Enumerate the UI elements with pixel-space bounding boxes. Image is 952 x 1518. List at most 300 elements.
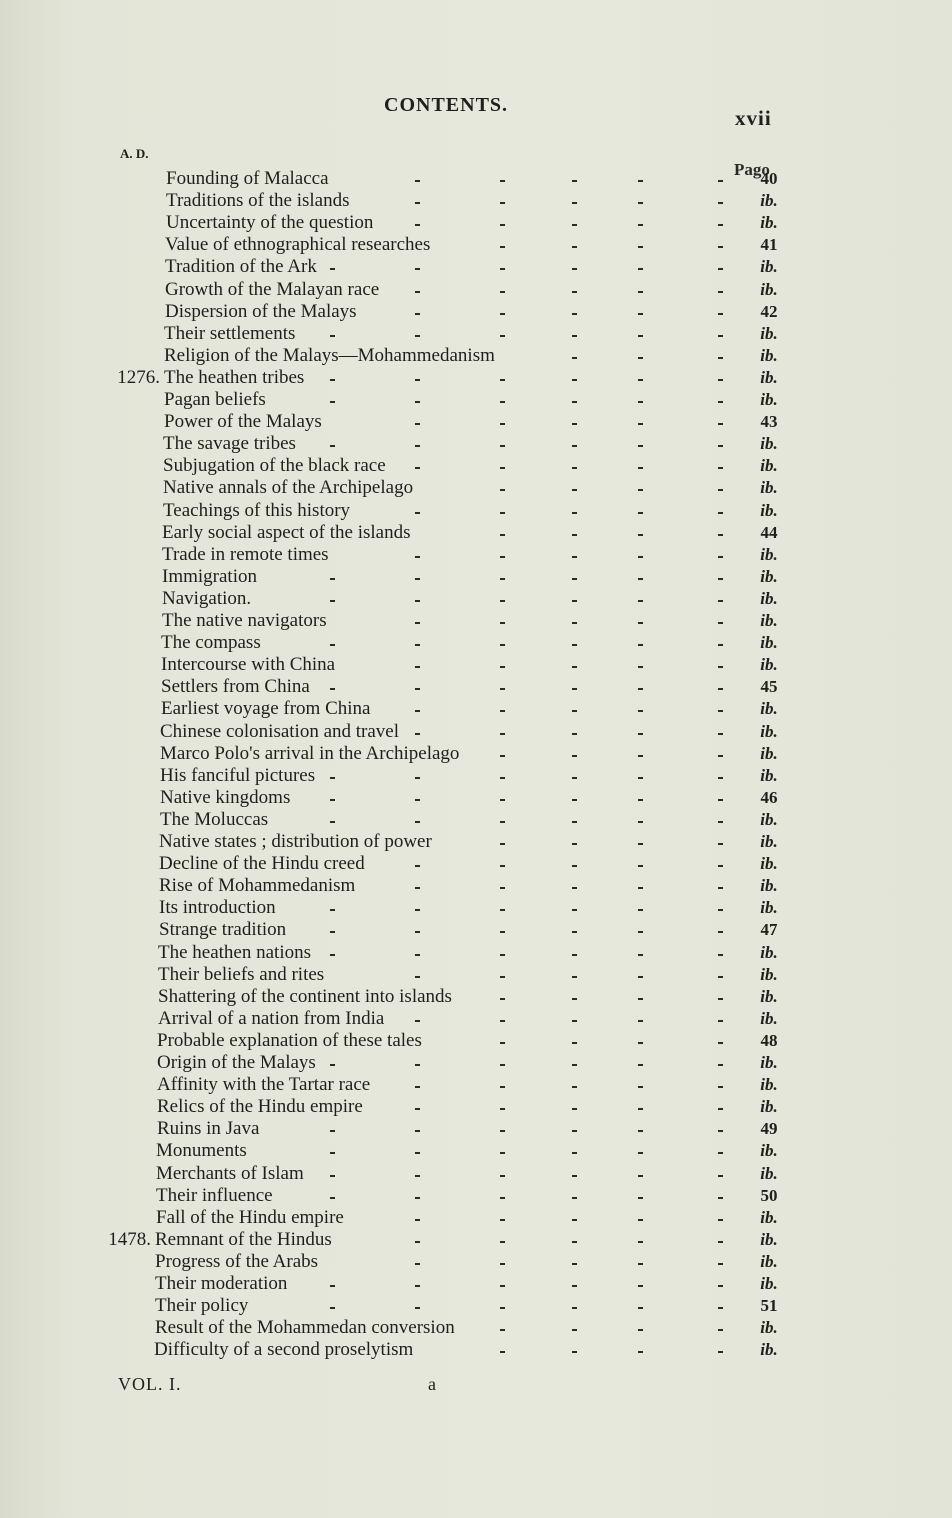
leader-dash [500,445,505,447]
toc-entry [0,919,952,941]
entry-page: ib. [760,323,778,343]
leader-dash [718,423,723,425]
entry-page: ib. [760,500,778,520]
leader-dash [572,887,577,889]
leader-dash [500,313,505,315]
toc-entry [0,367,952,389]
leader-dash [500,556,505,558]
leader-dash [500,1020,505,1022]
leader-dash [718,1130,723,1132]
leader-dash [638,1263,643,1265]
entry-title: Intercourse with China [161,654,336,676]
leader-dash [572,1152,577,1154]
leader-dash [415,1108,420,1110]
toc-entry [0,853,952,875]
toc-entry [0,1295,952,1317]
leader-dash [500,246,505,248]
entry-page: ib. [760,191,778,211]
leader-dash [572,998,577,1000]
leader-dash [718,755,723,757]
leader-dash [415,1241,420,1243]
leader-dash [500,865,505,867]
entry-title: Teachings of this history [163,499,351,521]
toc-entry [0,566,952,588]
leader-dash [638,534,643,536]
leader-dash [415,976,420,978]
leader-dash [638,467,643,469]
leader-dash [572,489,577,491]
leader-dash [500,1351,505,1353]
leader-dash [500,600,505,602]
toc-entry [0,345,952,367]
leader-dash [572,1285,577,1287]
entry-title: Earliest voyage from China [161,698,371,720]
leader-dash [638,710,643,712]
leader-dash [572,1020,577,1022]
entry-title: Their beliefs and rites [158,963,325,985]
leader-dash [718,202,723,204]
leader-dash [718,688,723,690]
leader-dash [572,335,577,337]
leader-dash [718,1307,723,1309]
toc-entry [0,389,952,411]
leader-dash [718,489,723,491]
entry-title: Founding of Malacca [166,168,329,189]
leader-dash [718,1329,723,1331]
entry-page: ib. [760,566,778,586]
leader-dash [572,1064,577,1066]
leader-dash [330,600,335,602]
leader-dash [718,534,723,536]
toc-entry [0,1118,952,1140]
leader-dash [415,291,420,293]
entry-title: Decline of the Hindu creed [159,853,365,875]
leader-dash [718,1108,723,1110]
leader-dash [638,1020,643,1022]
leader-dash [415,666,420,668]
leader-dash [330,1197,335,1199]
entry-page: ib. [760,367,778,387]
leader-dash [330,688,335,690]
leader-dash [638,335,643,337]
entry-page: ib. [760,1163,778,1183]
leader-dash [718,1064,723,1066]
leader-dash [415,467,420,469]
leader-dash [500,1152,505,1154]
leader-dash [330,799,335,801]
leader-dash [415,180,420,182]
leader-dash [638,291,643,293]
leader-dash [572,291,577,293]
leader-dash [415,1152,420,1154]
entry-page: 50 [760,1185,778,1205]
entry-title: Result of the Mohammedan conversion [155,1317,455,1339]
leader-dash [500,843,505,845]
entry-page: ib. [760,1141,778,1161]
leader-dash [718,600,723,602]
leader-dash [572,1241,577,1243]
toc-entry [0,212,952,234]
toc-entry [0,1207,952,1229]
leader-dash [330,1307,335,1309]
leader-dash [572,313,577,315]
entry-title: Remnant of the Hindus [155,1228,332,1250]
leader-dash [572,644,577,646]
leader-dash [718,931,723,933]
leader-dash [638,843,643,845]
leader-dash [415,1219,420,1221]
leader-dash [638,887,643,889]
leader-dash [572,1219,577,1221]
leader-dash [638,688,643,690]
leader-dash [572,755,577,757]
leader-dash [718,445,723,447]
entry-page: 40 [760,169,778,188]
leader-dash [638,489,643,491]
leader-dash [718,180,723,182]
leader-dash [718,1175,723,1177]
toc-entry [0,433,952,455]
entry-page: ib. [760,832,778,851]
leader-dash [638,1241,643,1243]
leader-dash [572,268,577,270]
entry-title: Their influence [156,1184,273,1206]
entry-title: Growth of the Malayan race [165,278,380,300]
page-number: xvii [735,106,772,130]
leader-dash [330,1175,335,1177]
leader-dash [330,931,335,933]
leader-dash [638,1064,643,1066]
leader-dash [415,931,420,933]
leader-dash [638,954,643,956]
leader-dash [415,423,420,425]
leader-dash [572,710,577,712]
entry-page: 45 [760,677,778,697]
leader-dash [718,710,723,712]
leader-dash [500,467,505,469]
toc-entry [0,1229,952,1251]
entry-page: ib. [760,1075,778,1095]
leader-dash [415,909,420,911]
leader-dash [330,777,335,779]
leader-dash [638,1108,643,1110]
entry-title: Chinese colonisation and travel [160,720,400,742]
leader-dash [572,865,577,867]
leader-dash [638,1086,643,1088]
leader-dash [330,335,335,337]
leader-dash [330,954,335,956]
leader-dash [718,224,723,226]
leader-dash [638,755,643,757]
entry-page: ib. [760,279,778,299]
entry-title: The heathen nations [158,941,312,963]
entry-page: ib. [760,213,778,233]
entry-title: Native annals of the Archipelago [163,477,414,499]
leader-dash [500,799,505,801]
toc-entry [0,942,952,964]
toc-entry [0,875,952,897]
entry-title: Their moderation [155,1273,288,1294]
leader-dash [718,512,723,514]
leader-dash [500,224,505,226]
page-column-label: Pago [734,160,770,179]
leader-dash [718,1020,723,1022]
entry-title: Shattering of the continent into islands [158,985,452,1007]
leader-dash [500,1241,505,1243]
toc-entry [0,831,952,853]
leader-dash [330,1152,335,1154]
toc-entry [0,610,952,632]
entry-page: ib. [760,1340,778,1360]
leader-dash [572,931,577,933]
entry-page: ib. [760,544,778,564]
leader-dash [415,1086,420,1088]
toc-entry [0,654,952,676]
entry-title: Marco Polo's arrival in the Archipelago [160,742,460,764]
leader-dash [572,556,577,558]
leader-dash [638,357,643,359]
leader-dash [638,379,643,381]
leader-dash [718,1263,723,1265]
leader-dash [572,246,577,248]
leader-dash [415,1064,420,1066]
toc-entry [0,1140,952,1162]
leader-dash [718,644,723,646]
leader-dash [718,777,723,779]
entry-page: ib. [760,1097,778,1117]
leader-dash [572,180,577,182]
toc-entry [0,964,952,986]
entry-title: Native kingdoms [160,786,291,808]
toc-entry [0,544,952,566]
leader-dash [415,1175,420,1177]
leader-dash [638,1307,643,1309]
leader-dash [500,954,505,956]
leader-dash [500,1108,505,1110]
leader-dash [500,733,505,735]
leader-dash [638,578,643,580]
leader-dash [415,688,420,690]
leader-dash [500,909,505,911]
leader-dash [572,423,577,425]
toc-entry [0,1185,952,1207]
leader-dash [415,600,420,602]
leader-dash [500,1197,505,1199]
entry-title: Dispersion of the Malays [165,300,357,322]
toc-entry [0,1074,952,1096]
toc-entry [0,168,952,190]
leader-dash [500,335,505,337]
leader-dash [415,1020,420,1022]
leader-dash [500,489,505,491]
toc-entry [0,301,952,323]
leader-dash [718,379,723,381]
leader-dash [572,777,577,779]
entry-title: Value of ethnographical researches [165,234,431,256]
leader-dash [572,224,577,226]
leader-dash [638,224,643,226]
leader-dash [415,401,420,403]
leader-dash [718,578,723,580]
entry-title: Affinity with the Tartar race [157,1074,371,1096]
leader-dash [718,843,723,845]
entry-title: The compass [161,632,261,654]
leader-dash [718,246,723,248]
toc-entry [0,1339,952,1361]
toc-entry [0,698,952,720]
leader-dash [638,556,643,558]
entry-page: ib. [760,721,778,741]
leader-dash [718,1197,723,1199]
leader-dash [572,909,577,911]
entry-page: ib. [760,588,778,608]
toc-entry [0,279,952,301]
entry-page: ib. [760,390,778,409]
entry-year: 1478. [108,1228,151,1250]
leader-dash [415,865,420,867]
toc-entry [0,743,952,765]
leader-dash [572,379,577,381]
toc-entry [0,986,952,1008]
leader-dash [718,291,723,293]
entry-title: Fall of the Hindu empire [156,1206,344,1228]
entry-page: ib. [760,986,778,1006]
leader-dash [500,998,505,1000]
leader-dash [718,909,723,911]
leader-dash [500,1175,505,1177]
leader-dash [415,733,420,735]
leader-dash [638,445,643,447]
leader-dash [415,445,420,447]
entry-title: Their policy [155,1295,249,1317]
leader-dash [415,622,420,624]
entry-page: ib. [760,898,778,918]
entry-title: Uncertainty of the question [166,212,374,234]
page-title: CONTENTS. [384,94,509,116]
leader-dash [572,600,577,602]
entry-page: 44 [760,522,778,542]
toc-entry [0,455,952,477]
leader-dash [415,379,420,381]
leader-dash [638,313,643,315]
leader-dash [500,268,505,270]
entry-page: ib. [760,1207,778,1227]
entry-page: ib. [760,478,778,498]
leader-dash [330,821,335,823]
leader-dash [718,998,723,1000]
toc-entry [0,1273,952,1295]
entry-title: The savage tribes [163,433,296,455]
leader-dash [718,887,723,889]
leader-dash [638,799,643,801]
entry-title: Immigration [162,565,257,587]
leader-dash [415,1285,420,1287]
leader-dash [718,954,723,956]
toc-entry [0,411,952,433]
entry-title: The Moluccas [160,808,269,830]
leader-dash [572,401,577,403]
leader-dash [500,644,505,646]
entry-page: ib. [760,655,778,675]
leader-dash [572,622,577,624]
entry-page: 42 [760,301,778,321]
leader-dash [718,357,723,359]
entry-title: Tradition of the Ark [165,256,317,278]
leader-dash [500,777,505,779]
toc-entry [0,632,952,654]
leader-dash [638,1130,643,1132]
leader-dash [718,733,723,735]
leader-dash [572,843,577,845]
leader-dash [415,335,420,337]
leader-dash [330,268,335,270]
leader-dash [572,954,577,956]
leader-dash [572,1197,577,1199]
leader-dash [500,401,505,403]
entry-page: 51 [760,1296,778,1316]
leader-dash [572,512,577,514]
entry-page: ib. [760,964,778,984]
leader-dash [572,1307,577,1309]
leader-dash [638,423,643,425]
entry-page: ib. [760,456,778,476]
entry-title: Origin of the Malays [157,1052,316,1073]
leader-dash [500,202,505,204]
entry-title: The native navigators [162,610,327,631]
leader-dash [415,777,420,779]
entry-page: 48 [760,1030,778,1050]
entry-page: ib. [760,1008,778,1028]
leader-dash [718,865,723,867]
leader-dash [572,1329,577,1331]
leader-dash [638,1219,643,1221]
entry-page: 41 [760,235,778,255]
leader-dash [500,512,505,514]
leader-dash [330,401,335,403]
entry-title: The heathen tribes [164,366,305,388]
entry-title: Strange tradition [159,919,287,941]
toc-entry [0,809,952,831]
leader-dash [500,1219,505,1221]
leader-dash [718,799,723,801]
leader-dash [572,666,577,668]
toc-entry [0,1251,952,1273]
leader-dash [572,976,577,978]
entry-title: Arrival of a nation from India [158,1007,385,1029]
leader-dash [638,600,643,602]
toc-entry [0,1052,952,1074]
leader-dash [500,1285,505,1287]
leader-dash [638,931,643,933]
leader-dash [415,821,420,823]
entry-year: 1276. [117,366,160,388]
leader-dash [500,666,505,668]
entry-title: Power of the Malays [164,411,322,433]
toc-entry [0,1317,952,1339]
toc-entry [0,787,952,809]
leader-dash [500,887,505,889]
leader-dash [572,1351,577,1353]
leader-dash [415,1263,420,1265]
entry-title: Subjugation of the black race [163,455,386,477]
entry-title: Ruins in Java [157,1118,260,1140]
leader-dash [638,909,643,911]
entry-title: Navigation. [162,587,252,609]
leader-dash [638,1197,643,1199]
entry-title: Settlers from China [161,676,310,698]
leader-dash [718,467,723,469]
leader-dash [718,1241,723,1243]
